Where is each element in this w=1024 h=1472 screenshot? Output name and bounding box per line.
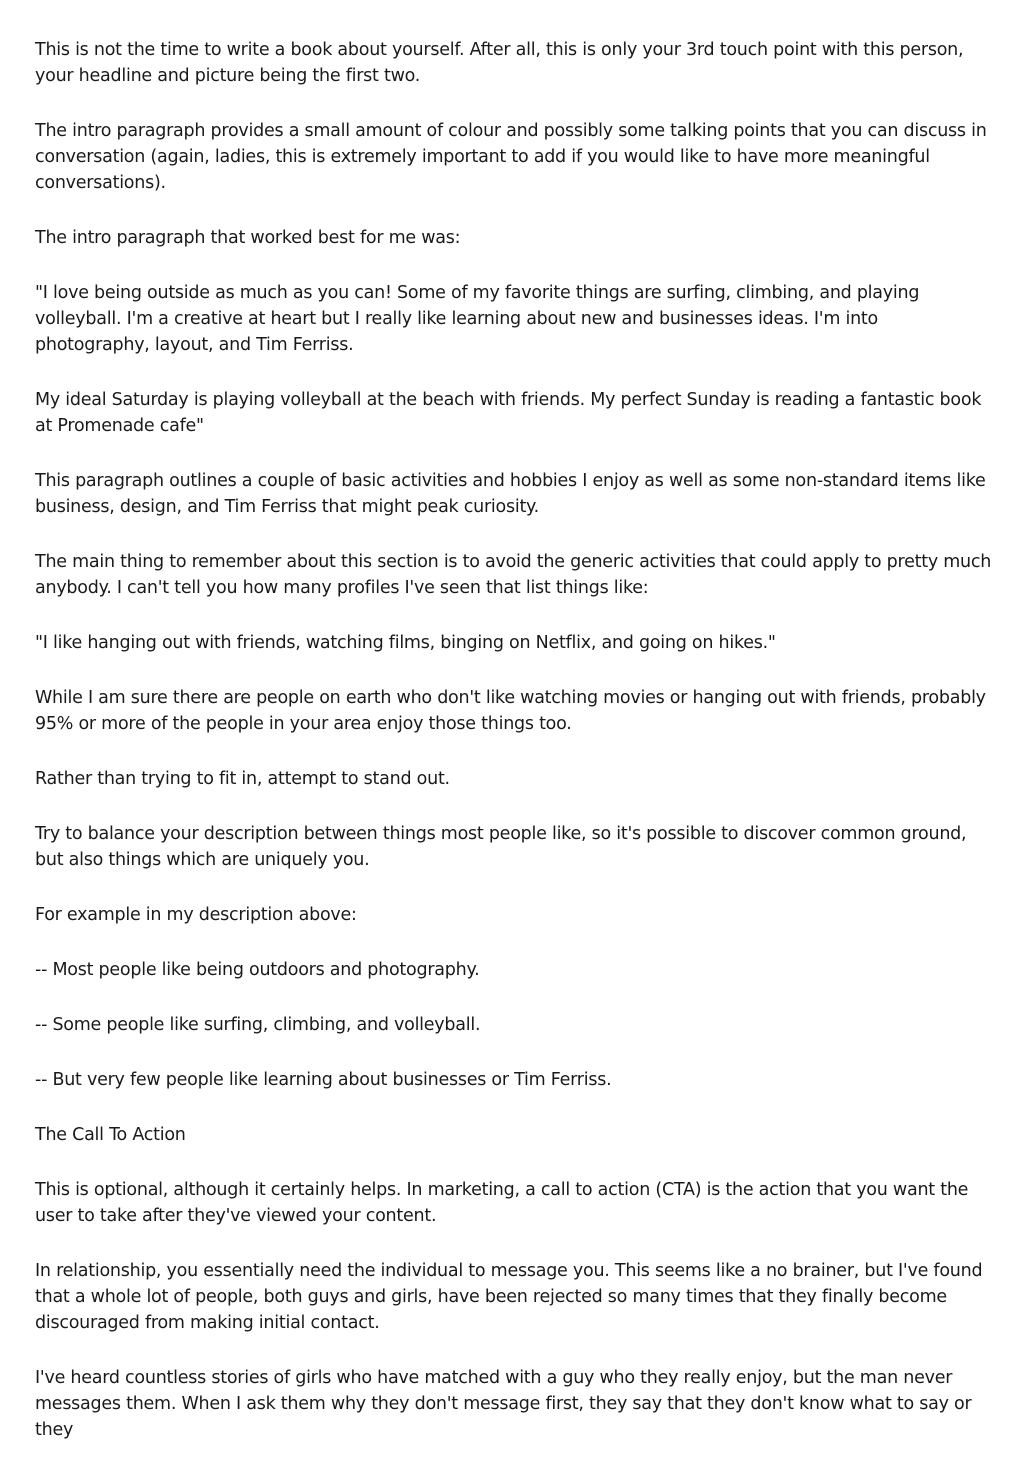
- list-item: -- Most people like being outdoors and photography.: [35, 960, 480, 980]
- paragraph: For example in my description above:: [35, 905, 357, 925]
- quote-paragraph: My ideal Saturday is playing volleyball at the beach with friends. My perfect Sunday is reading a fantastic book at Promenade cafe": [35, 390, 982, 436]
- paragraph: Rather than trying to fit in, attempt to stand out.: [35, 769, 450, 789]
- paragraph: The intro paragraph that worked best for me was:: [35, 228, 461, 248]
- paragraph: The main thing to remember about this section is to avoid the generic activities that could apply to pretty much anybody. I can't tell you how many profiles I've seen that list things like:: [35, 552, 992, 598]
- paragraph: In relationship, you essentially need the individual to message you. This seems like a no brainer, but I've found that a whole lot of people, both guys and girls, have been rejected so many times that they finally become discouraged from making initial contact.: [35, 1261, 983, 1333]
- document-body: [35, 37, 995, 1472]
- paragraph: I've heard countless stories of girls who have matched with a guy who they really enjoy, but the man never messages them. When I ask them why they don't message first, they say that they don't know what to say or they: [35, 1368, 972, 1440]
- paragraph: This is not the time to write a book about yourself. After all, this is only your 3rd touch point with this person, your headline and picture being the first two.: [35, 40, 964, 86]
- list-item: -- But very few people like learning about businesses or Tim Ferriss.: [35, 1070, 612, 1090]
- paragraph: The intro paragraph provides a small amount of colour and possibly some talking points that you can discuss in conversation (again, ladies, this is extremely important to add if you would like to have more meaningful conversations).: [35, 121, 987, 193]
- paragraph: This is optional, although it certainly helps. In marketing, a call to action (CTA) is the action that you want the user to take after they've viewed your content.: [35, 1180, 969, 1226]
- paragraph: While I am sure there are people on earth who don't like watching movies or hanging out with friends, probably 95% or more of the people in your area enjoy those things too.: [35, 688, 986, 734]
- paragraph: Try to balance your description between things most people like, so it's possible to discover common ground, but also things which are uniquely you.: [35, 824, 967, 870]
- quote-paragraph: "I like hanging out with friends, watching films, binging on Netflix, and going on hikes.": [35, 633, 776, 653]
- paragraph: This paragraph outlines a couple of basic activities and hobbies I enjoy as well as some non-standard items like business, design, and Tim Ferriss that might peak curiosity.: [35, 471, 986, 517]
- list-item: -- Some people like surfing, climbing, and volleyball.: [35, 1015, 481, 1035]
- section-heading: The Call To Action: [35, 1125, 186, 1145]
- quote-paragraph: "I love being outside as much as you can! Some of my favorite things are surfing, climbing, and playing volleyball. I'm a creative at heart but I really like learning about new and businesses ideas. I'm into photography, layout, and Tim Ferriss.: [35, 283, 920, 355]
